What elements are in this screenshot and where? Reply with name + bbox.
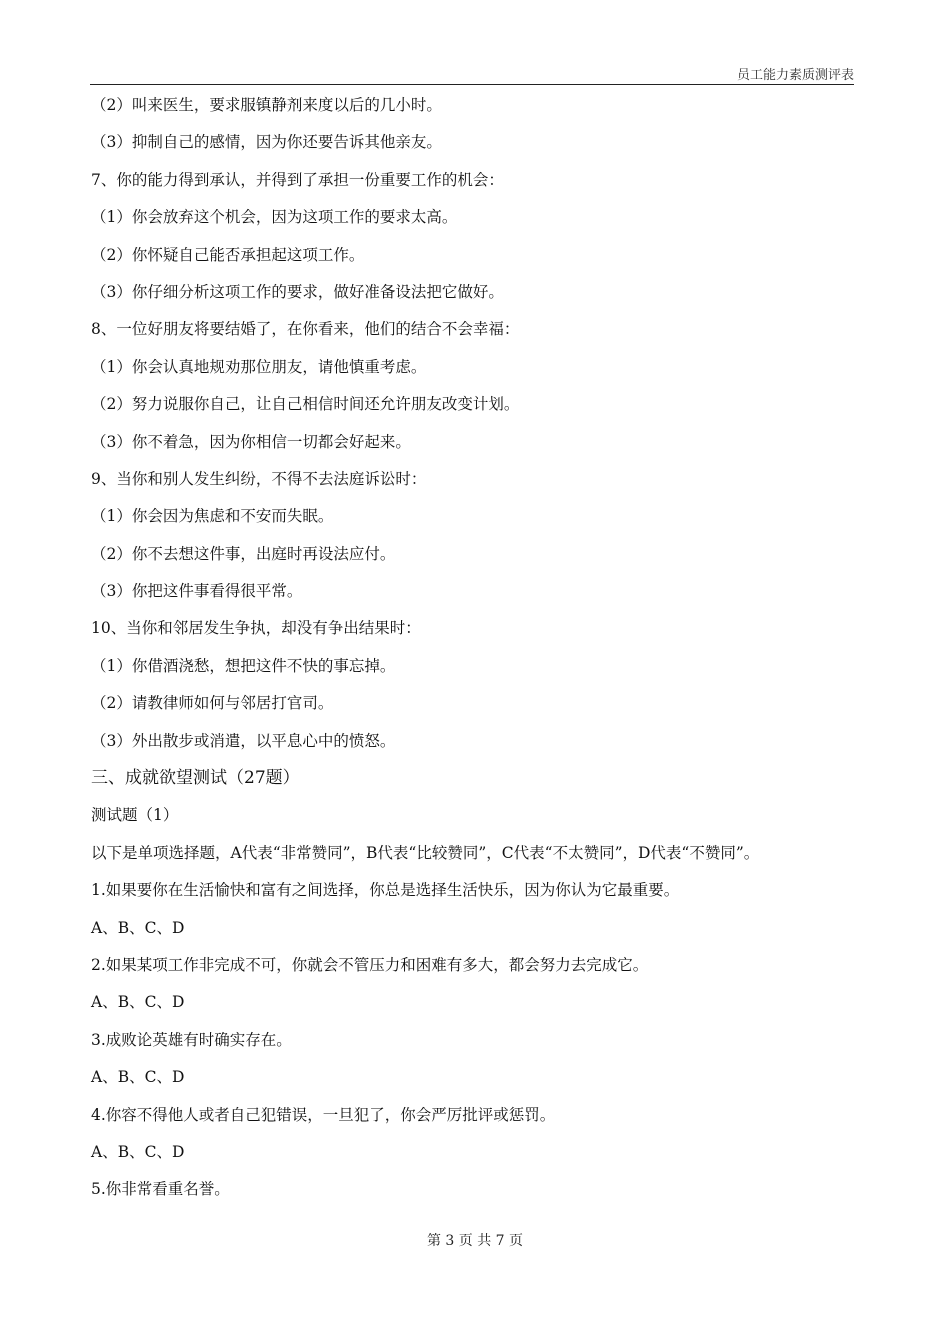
text-line: （3）你仔细分析这项工作的要求，做好准备设法把它做好。	[91, 282, 504, 301]
question-line: 4.你容不得他人或者自己犯错误，一旦犯了，你会严厉批评或惩罚。	[91, 1105, 556, 1124]
answer-options: A、B、C、D	[91, 1068, 185, 1087]
section-heading: 三、成就欲望测试（27题）	[91, 768, 300, 789]
text-line: （1）你借酒浇愁，想把这件不快的事忘掉。	[91, 656, 396, 675]
document-body	[91, 89, 871, 1211]
header-title: 员工能力素质测评表	[736, 68, 854, 83]
question-line: 5.你非常看重名誉。	[91, 1180, 230, 1199]
question-line: 2.如果某项工作非完成不可，你就会不管压力和困难有多大，都会努力去完成它。	[91, 955, 649, 974]
question-line: 10、当你和邻居发生争执，却没有争出结果时：	[91, 619, 421, 638]
question-line: 8、一位好朋友将要结婚了，在你看来，他们的结合不会幸福：	[91, 320, 520, 339]
text-line: （2）努力说服你自己，让自己相信时间还允许朋友改变计划。	[91, 395, 520, 414]
page-header	[90, 68, 854, 85]
text-line: （1）你会放弃这个机会，因为这项工作的要求太高。	[91, 208, 458, 227]
question-line: 9、当你和别人发生纠纷，不得不去法庭诉讼时：	[91, 469, 427, 488]
text-line: （2）你怀疑自己能否承担起这项工作。	[91, 245, 365, 264]
text-line: （1）你会认真地规劝那位朋友，请他慎重考虑。	[91, 357, 427, 376]
question-line: 7、你的能力得到承认，并得到了承担一份重要工作的机会：	[91, 170, 504, 189]
instructions: 以下是单项选择题，A代表“非常赞同”，B代表“比较赞同”，C代表“不太赞同”，D代表“不赞同”。	[91, 843, 760, 862]
text-line: （2）请教律师如何与邻居打官司。	[91, 694, 334, 713]
question-line: 3.成败论英雄有时确实存在。	[91, 1030, 292, 1049]
text-line: （3）抑制自己的感情，因为你还要告诉其他亲友。	[91, 133, 442, 152]
question-line: 1.如果要你在生活愉快和富有之间选择，你总是选择生活快乐，因为你认为它最重要。	[91, 881, 680, 900]
text-line: （3）你不着急，因为你相信一切都会好起来。	[91, 432, 411, 451]
page-number: 第 3 页 共 7 页	[426, 1233, 524, 1249]
text-line: （3）你把这件事看得很平常。	[91, 582, 303, 601]
answer-options: A、B、C、D	[91, 1142, 185, 1161]
subsection-heading: 测试题（1）	[91, 806, 179, 825]
answer-options: A、B、C、D	[91, 993, 185, 1012]
text-line: （2）叫来医生，要求服镇静剂来度以后的几小时。	[91, 96, 442, 114]
text-line: （3）外出散步或消遣，以平息心中的愤怒。	[91, 731, 396, 750]
answer-options: A、B、C、D	[91, 918, 185, 937]
text-line: （1）你会因为焦虑和不安而失眠。	[91, 507, 334, 526]
text-line: （2）你不去想这件事，出庭时再设法应付。	[91, 544, 396, 563]
